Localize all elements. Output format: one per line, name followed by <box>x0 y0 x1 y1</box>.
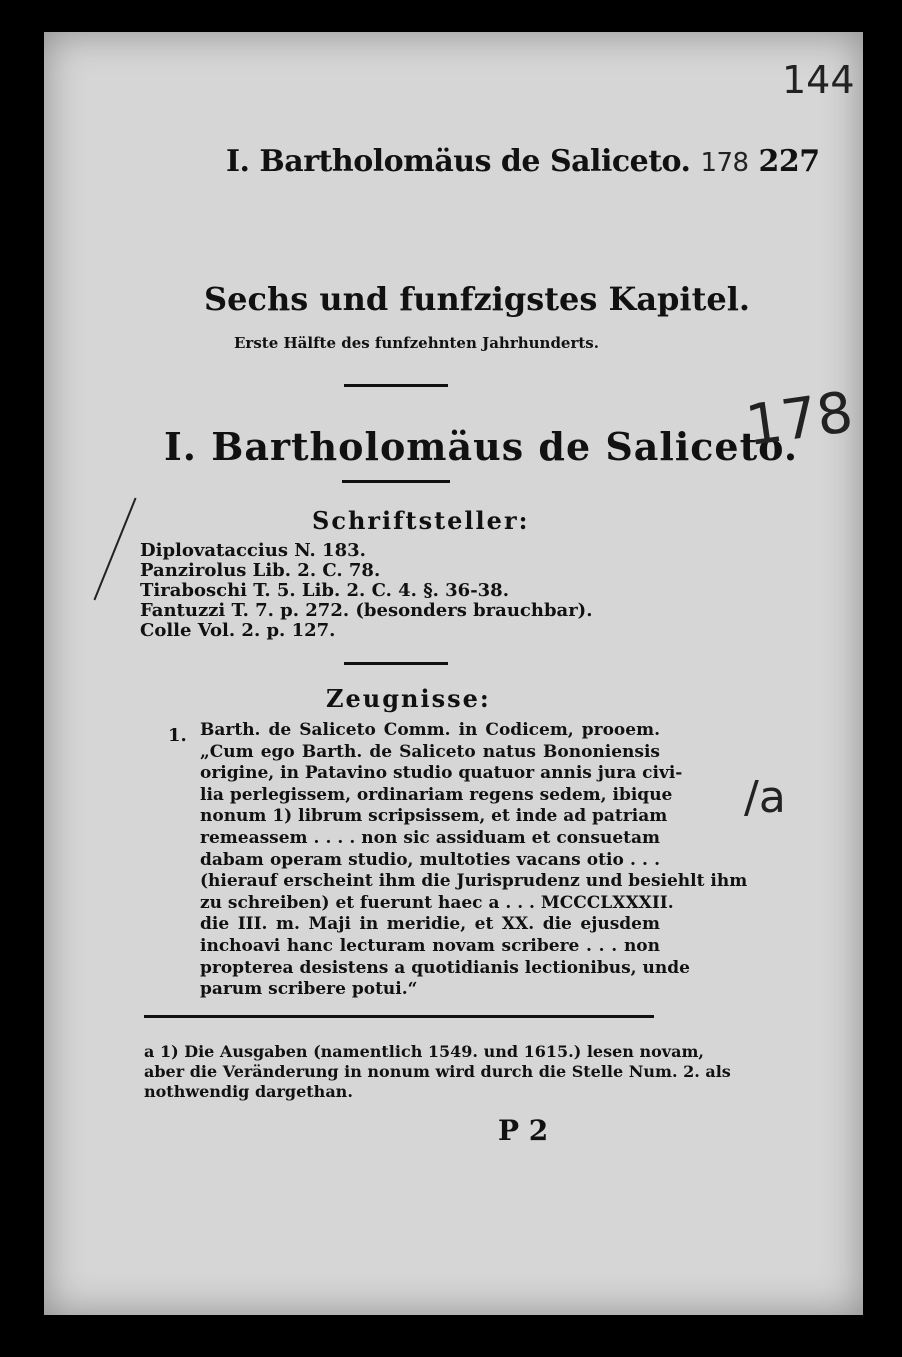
writer-entry: Colle Vol. 2. p. 127. <box>140 620 336 641</box>
testimony-line: „Cum ego Barth. de Saliceto natus Bononiensis <box>200 741 660 762</box>
testimony-line: lia perlegissem, ordinariam regens sedem, ibique <box>200 784 673 805</box>
testimony-line: propterea desistens a quotidianis lectionibus, unde <box>200 957 690 978</box>
signature-mark: P 2 <box>498 1114 549 1147</box>
divider-rule <box>344 384 448 387</box>
chapter-title: Sechs und funfzigstes Kapitel. <box>204 280 751 318</box>
testimony-line: remeassem . . . . non sic assiduam et consuetam <box>200 827 660 848</box>
margin-note-right: 178 <box>741 379 857 460</box>
footnote-rule <box>144 1015 654 1018</box>
margin-pencil-stroke <box>93 498 136 601</box>
testimony-line: (hierauf erscheint ihm die Jurisprudenz und besiehlt ihm <box>200 871 748 892</box>
footnote-line: a 1) Die Ausgaben (namentlich 1549. und 1615.) lesen novam, <box>144 1042 704 1061</box>
writer-entry: Diplovataccius N. 183. <box>140 540 366 561</box>
section-title: I. Bartholomäus de Saliceto. <box>164 424 799 469</box>
testimony-line: nonum 1) librum scripsissem, et inde ad patriam <box>200 806 668 827</box>
chapter-subtitle: Erste Hälfte des funfzehnten Jahrhunderts. <box>234 334 599 352</box>
testimony-line: die III. m. Maji in meridie, et XX. die ejusdem <box>200 914 660 935</box>
footnote <box>144 1042 731 1102</box>
testimonies-heading: Zeugnisse: <box>326 684 491 713</box>
testimony-line: inchoavi hanc lecturam novam scribere . . . non <box>200 935 660 956</box>
running-head-pencil-note: 178 <box>700 148 749 178</box>
footnote-line: nothwendig dargethan. <box>144 1082 353 1101</box>
divider-rule <box>344 662 448 665</box>
divider-rule <box>342 480 450 483</box>
running-head <box>226 144 820 179</box>
folio-number: 144 <box>782 58 855 102</box>
writer-entry: Fantuzzi T. 7. p. 272. (besonders brauchbar). <box>140 600 593 621</box>
testimony-line: dabam operam studio, multoties vacans otio . . . <box>200 849 660 870</box>
testimony-number: 1. <box>168 725 187 746</box>
writers-heading: Schriftsteller: <box>312 506 530 535</box>
testimony-line: origine, in Patavino studio quatuor annis jura civi- <box>200 763 683 784</box>
writer-entry: Tiraboschi T. 5. Lib. 2. C. 4. §. 36-38. <box>140 580 509 601</box>
testimony-text <box>200 720 748 1001</box>
testimony-line: parum scribere potui.“ <box>200 979 418 1000</box>
document-page <box>44 32 863 1315</box>
writer-entry: Panzirolus Lib. 2. C. 78. <box>140 560 381 581</box>
footnote-line: aber die Veränderung in nonum wird durch die Stelle Num. 2. als <box>144 1062 731 1081</box>
page-number: 227 <box>758 144 820 179</box>
margin-note-a: /a <box>744 772 786 823</box>
testimony-line: zu schreiben) et fuerunt haec a . . . MCCCLXXXII. <box>200 892 674 913</box>
testimony-line: Barth. de Saliceto Comm. in Codicem, prooem. <box>200 720 660 740</box>
running-head-title: I. Bartholomäus de Saliceto. <box>226 144 691 179</box>
